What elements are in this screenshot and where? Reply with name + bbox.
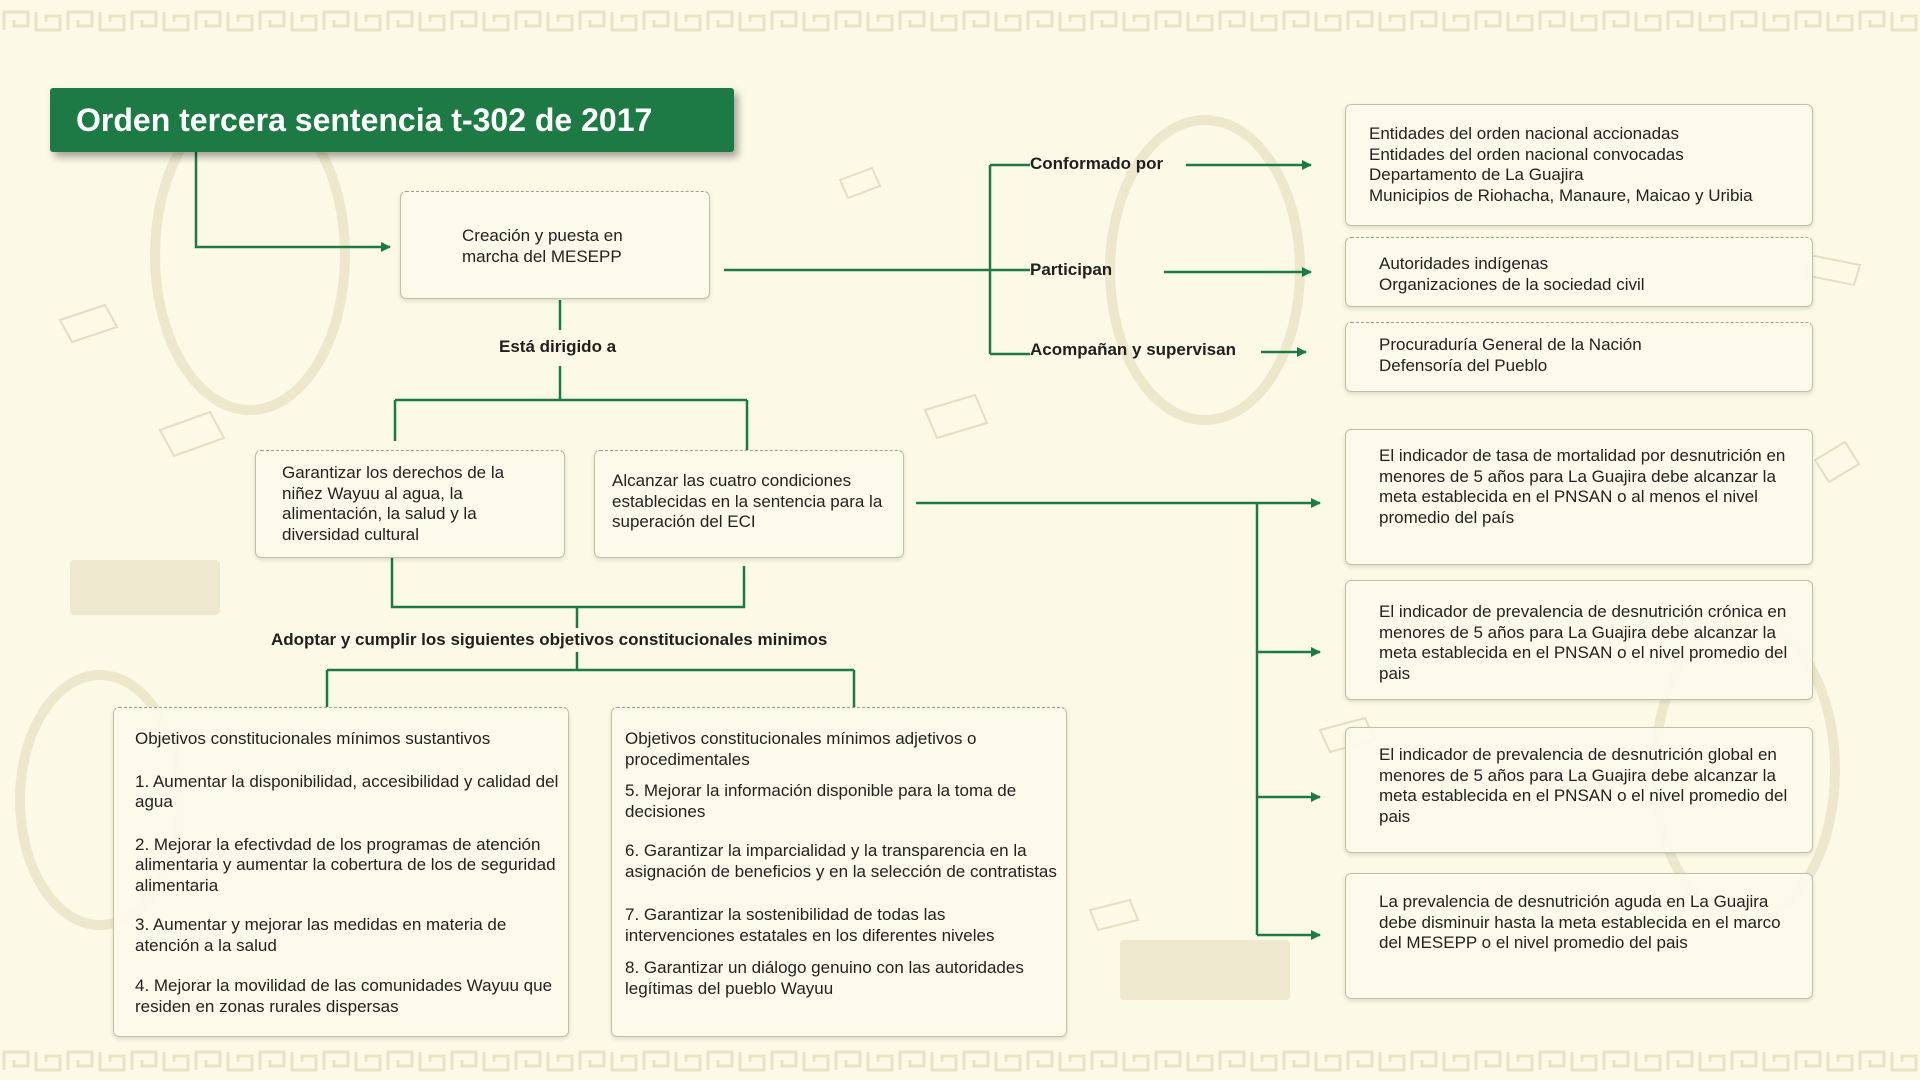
mesepp-text: Creación y puesta en marcha del MESEPP [462,226,623,266]
sustantivos-item: 2. Mejorar la efectivdad de los programas de atención alimentaria y aumentar la cobertura de los de seguridad alimentaria [135,834,556,895]
sustantivos-heading: Objetivos constitucionales mínimos sustantivos [135,729,491,748]
goal-derechos-box [255,450,565,558]
condition-box [1345,727,1813,853]
adjetivos-item: 6. Garantizar la imparcialidad y la transparencia en la asignación de beneficios y en la selección de contratistas [625,841,1057,881]
condition-box [1345,580,1813,700]
adjetivos-heading: Objetivos constitucionales mínimos adjetivos o procedimentales [625,729,977,769]
label-acompanan: Acompañan y supervisan [1030,340,1236,359]
adjetivos-item: 8. Garantizar un diálogo genuino con las autoridades legítimas del pueblo Wayuu [625,958,1024,998]
page-title: Orden tercera sentencia t-302 de 2017 [76,101,653,138]
sustantivos-box [113,707,569,1037]
label-dirigido: Está dirigido a [499,337,617,356]
adjetivos-item: 5. Mejorar la información disponible para la toma de decisiones [625,781,1017,821]
label-adoptar: Adoptar y cumplir los siguientes objetivos constitucionales minimos [271,630,828,649]
condition-text: El indicador de prevalencia de desnutrición crónica en menores de 5 años para La Guajira debe alcanzar la meta establecida en el PNSAN o el nivel promedio del pais [1379,602,1788,683]
adjetivos-item: 7. Garantizar la sostenibilidad de todas las intervenciones estatales en los diferentes niveles [625,905,995,945]
acompanan-box [1345,322,1813,392]
goal-condiciones-text: Alcanzar las cuatro condiciones establecidas en la sentencia para la superación del ECI [612,471,883,531]
adjetivos-box [611,707,1067,1037]
mesepp-box [400,191,710,299]
conformado-box [1345,104,1813,226]
conformado-item: Entidades del orden nacional accionadas [1369,124,1680,143]
label-participan: Participan [1030,260,1113,279]
condition-text: El indicador de tasa de mortalidad por desnutrición en menores de 5 años para La Guajira debe alcanzar la meta establecida en el PNSAN o al menos el nivel promedio del país [1379,446,1786,527]
conformado-item: Departamento de La Guajira [1369,165,1584,184]
goal-condiciones-box [594,450,904,558]
acompanan-item: Procuraduría General de la Nación [1379,335,1642,354]
conformado-item: Municipios de Riohacha, Manaure, Maicao y Uribia [1369,185,1753,205]
goal-derechos-text: Garantizar los derechos de la niñez Wayuu al agua, la alimentación, la salud y la diversidad cultural [282,463,505,544]
participan-item: Organizaciones de la sociedad civil [1379,274,1645,294]
condition-box [1345,429,1813,565]
participan-item: Autoridades indígenas [1379,254,1549,273]
title-banner [50,88,734,152]
sustantivos-item: 1. Aumentar la disponibilidad, accesibilidad y calidad del agua [135,771,559,811]
participan-box [1345,237,1813,307]
sustantivos-item: 4. Mejorar la movilidad de las comunidades Wayuu que residen en zonas rurales dispersas [135,976,553,1016]
condition-box [1345,873,1813,999]
condition-text: El indicador de prevalencia de desnutrición global en menores de 5 años para La Guajira debe alcanzar la meta establecida en el PNSAN o el nivel promedio del pais [1379,745,1788,826]
acompanan-item: Defensoría del Pueblo [1379,355,1548,375]
label-conformado: Conformado por [1030,154,1164,173]
sustantivos-item: 3. Aumentar y mejorar las medidas en materia de atención a la salud [135,915,507,955]
conformado-item: Entidades del orden nacional convocadas [1369,144,1684,164]
condition-text: La prevalencia de desnutrición aguda en La Guajira debe disminuir hasta la meta establecida en el marco del MESEPP o el nivel promedio del pais [1379,892,1781,952]
